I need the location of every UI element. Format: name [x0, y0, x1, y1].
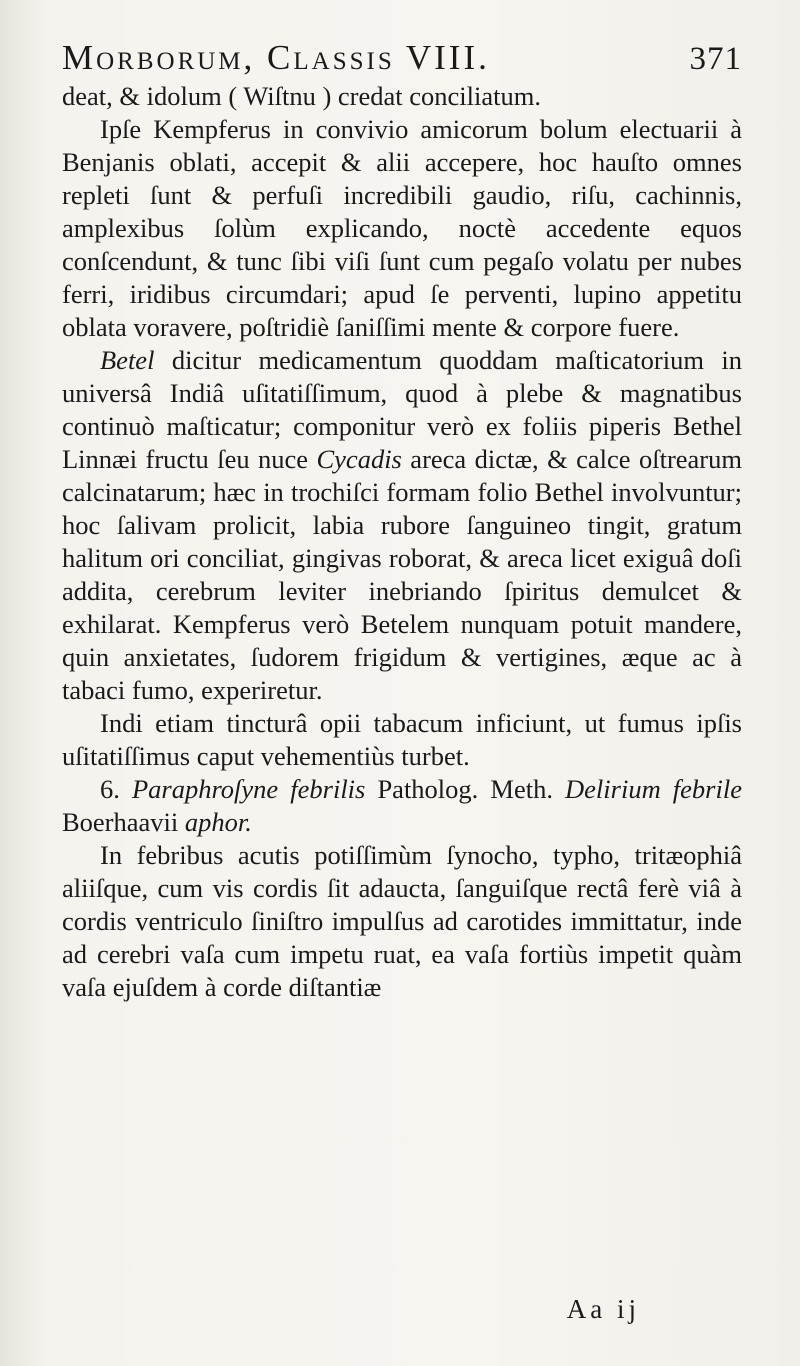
signature-mark: Aa ij [566, 1294, 640, 1324]
running-title: Morborum, Classis VIII. [62, 38, 490, 77]
betel-term: Betel [100, 345, 155, 375]
section-term-delirium: Delirium febrile [565, 774, 742, 804]
body-text [62, 80, 742, 1004]
running-header [62, 38, 742, 78]
section-term-paraphrosyne: Paraphroſyne febrilis [131, 774, 366, 804]
cycadis-term: Cycadis [316, 444, 402, 474]
section-ref-aphor: aphor. [184, 807, 252, 837]
section-number: 6. [100, 774, 132, 804]
paragraph-3-part-b: areca dictæ, & calce oſtrearum calcinatarum; hæc in trochiſci formam folio Bethel involvuntur; hoc ſalivam prolicit, labia rubore ſanguineo tingit, gratum halitum ori conciliat, gingivas roborat, & areca licet exiguâ doſi addita, cerebrum leviter inebriando ſpiritus demulcet & exhilarat. Kempferus verò Betelem nunquam potuit mandere, quin anxietates, ſudorem frigidum & vertigines, æque ac à tabaci fumo, experiretur. [62, 444, 742, 705]
paragraph-2: Ipſe Kempferus in convivio amicorum bolum electuarii à Benjanis oblati, accepit & alii accepere, hoc hauſto omnes repleti ſunt & perfuſi incredibili gaudio, riſu, cachinnis, amplexibus ſolùm explicando, noctè accedente equos conſcendunt, & tunc ſibi viſi ſunt cum pegaſo volatu per nubes ferri, iridibus circumdari; apud ſe perventi, lupino appetitu oblata voravere, poſtridiè ſaniſſimi mente & corpore fuere. [62, 114, 742, 342]
section-ref-boerhaave: Boerhaavii [62, 807, 185, 837]
paragraph-1: deat, & idolum ( Wiſtnu ) credat conciliatum. [62, 81, 541, 111]
paragraph-6: In febribus acutis potiſſimùm ſynocho, typho, tritæophiâ aliiſque, cum vis cordis ſit adaucta, ſanguiſque rectâ ferè viâ à cordis ventriculo ſiniſtro impulſus ad carotides immittatur, inde ad cerebri vaſa cum impetu ruat, ea vaſa fortiùs impetit quàm vaſa ejuſdem à corde diſtantiæ [62, 840, 742, 1002]
page-number: 371 [689, 41, 742, 77]
section-heading-6 [62, 773, 742, 839]
paragraph-3-part-a: dicitur medicamentum quoddam maſticatorium in universâ Indiâ uſitatiſſimum, quod à plebe & magnatibus continuò maſticatur; componitur verò ex foliis piperis Bethel Linnæi fructu ſeu nuce [62, 345, 742, 474]
paragraph-3 [62, 344, 742, 707]
section-ref-pathology: Patholog. Meth. [365, 774, 566, 804]
paragraph-4: Indi etiam tincturâ opii tabacum inficiunt, ut fumus ipſis uſitatiſſimus caput vehementiùs turbet. [62, 708, 742, 771]
